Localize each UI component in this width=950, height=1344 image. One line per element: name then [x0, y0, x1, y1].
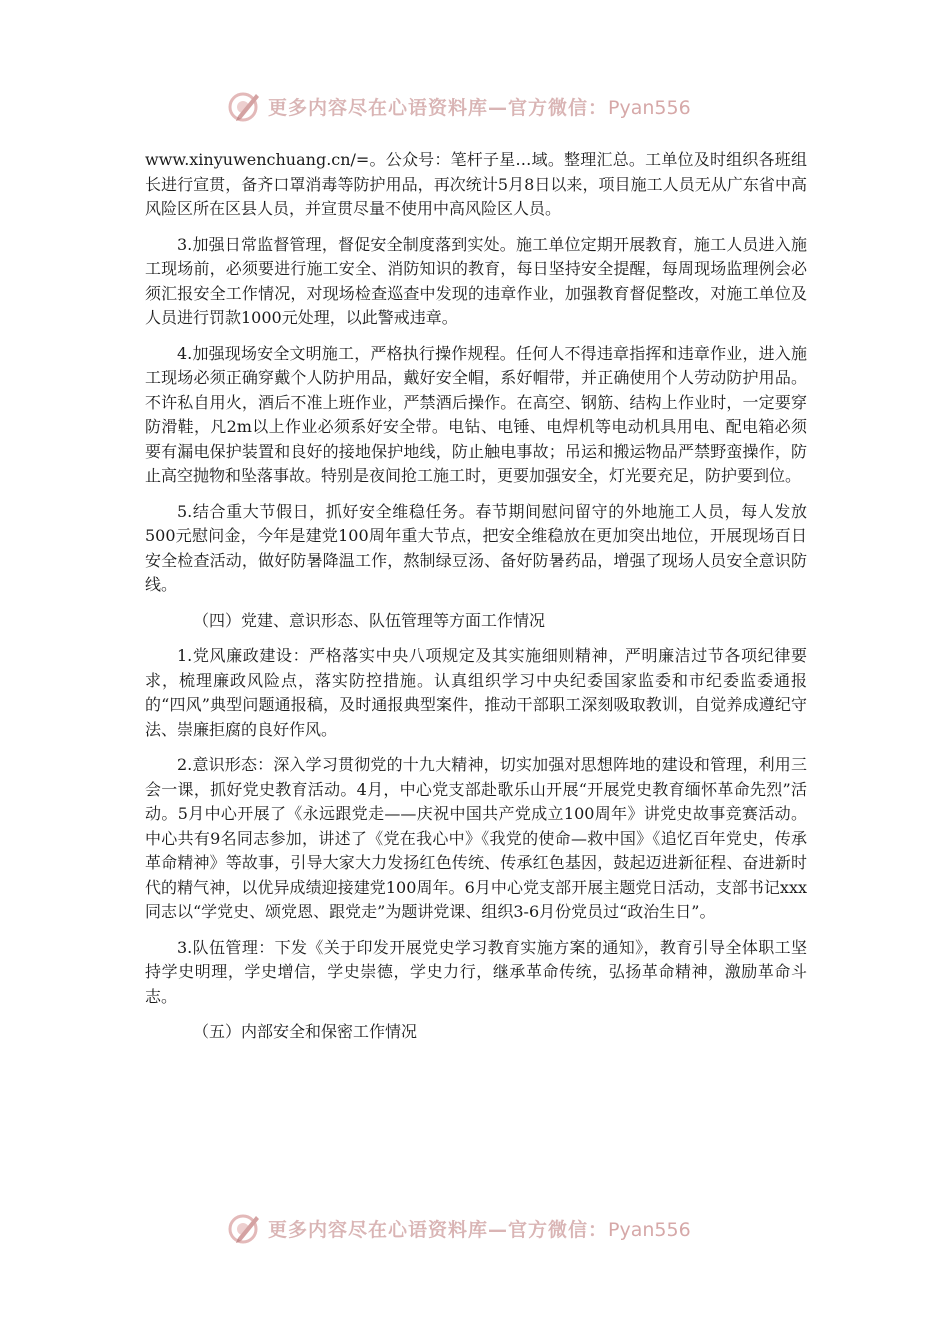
banner-text — [268, 1215, 691, 1242]
section-heading-4: （四）党建、意识形态、队伍管理等方面工作情况 — [193, 610, 546, 630]
paragraph-party-conduct: 1.党风廉政建设：严格落实中央八项规定及其实施细则精神，严明廉洁过节各项纪律要求，梳理廉政风险点，落实防控措施。认真组织学习中央纪委国家监委和市纪委监委通报的“四风”典型问题通报稿，及时通报典型案件，推动干部职工深刻吸取教训，自觉养成遵纪守法、崇廉拒腐的良好作风。 — [145, 646, 807, 739]
pen-logo-icon — [226, 88, 262, 124]
banner-slogan: 更多内容尽在心语资料库—官方微信： — [268, 1218, 609, 1241]
paragraph-item-4: 4.加强现场安全文明施工，严格执行操作规程。任何人不得违章指挥和违章作业，进入施工现场必须正确穿戴个人防护用品，戴好安全帽，系好帽带，并正确使用个人劳动防护用品。不许私自用火，酒后不准上班作业，严禁酒后操作。在高空、钢筋、结构上作业时，一定要穿防滑鞋，凡2m以上作业必须系好安全带。电钻、电锤、电焊机等电动机具用电、配电箱必须要有漏电保护装置和良好的接地保护地线，防止触电事故；吊运和搬运物品严禁野蛮操作，防止高空抛物和坠落事故。特别是夜间抢工施工时，更要加强安全，灯光要充足，防护要到位。 — [145, 343, 807, 485]
banner-slogan: 更多内容尽在心语资料库—官方微信： — [268, 96, 609, 119]
paragraph-item-5: 5.结合重大节假日，抓好安全维稳任务。春节期间慰问留守的外地施工人员，每人发放500元慰问金，今年是建党100周年重大节点，把安全维稳放在更加突出地位，开展现场百日安全检查活动，做好防暑降温工作，熬制绿豆汤、备好防暑药品，增强了现场人员安全意识防线。 — [145, 501, 807, 594]
paragraph-team-management: 3.队伍管理：下发《关于印发开展党史学习教育实施方案的通知》，教育引导全体职工坚持学史明理，学史增信，学史崇德，学史力行，继承革命传统，弘扬革命精神，激励革命斗志。 — [145, 937, 807, 1006]
section-heading-5: （五）内部安全和保密工作情况 — [193, 1022, 418, 1041]
banner-account: Pyan556 — [608, 96, 691, 119]
document-body — [145, 148, 807, 1045]
paragraph-continued: www.xinyuwenchuang.cn/=。公众号：笔杆子星…域。整理汇总。工单位及时组织各班组长进行宣贯，备齐口罩消毒等防护用品，再次统计5月8日以来，项目施工人员无从广东省中高风险区所在区县人员，并宣贯尽量不使用中高风险区人员。 — [145, 150, 807, 218]
header-banner — [226, 84, 726, 128]
paragraph-item-3: 3.加强日常监督管理，督促安全制度落到实处。施工单位定期开展教育，施工人员进入施工现场前，必须要进行施工安全、消防知识的教育，每日坚持安全提醒，每周现场监理例会必须汇报安全工作情况，对现场检查巡查中发现的违章作业，加强教育督促整改，对施工单位及人员进行罚款1000元处理，以此警戒违章。 — [145, 234, 807, 327]
footer-banner — [226, 1206, 726, 1250]
pen-logo-icon — [226, 1210, 262, 1246]
paragraph-ideology: 2.意识形态：深入学习贯彻党的十九大精神，切实加强对思想阵地的建设和管理，利用三会一课，抓好党史教育活动。4月，中心党支部赴歌乐山开展“开展党史教育缅怀革命先烈”活动。5月中心开展了《永远跟党走——庆祝中国共产党成立100周年》讲党史故事竞赛活动。中心共有9名同志参加，讲述了《党在我心中》《我党的使命—救中国》《追忆百年党史，传承革命精神》等故事，引导大家大力发扬红色传统、传承红色基因，鼓起迈进新征程、奋进新时代的精气神，以优异成绩迎接建党100周年。6月中心党支部开展主题党日活动，支部书记xxx同志以“学党史、颂党恩、跟党走”为题讲党课、组织3-6月份党员过“政治生日”。 — [145, 755, 807, 921]
banner-account: Pyan556 — [608, 1218, 691, 1241]
banner-text — [268, 93, 691, 120]
